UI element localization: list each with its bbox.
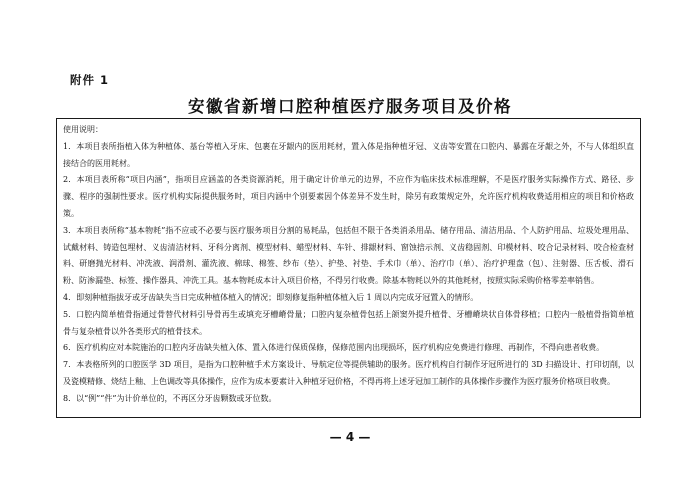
page-title: 安徽省新增口腔种植医疗服务项目及价格 <box>188 97 512 116</box>
instructions-heading: 使用说明： <box>63 125 103 134</box>
instruction-item-4: 4．即刻种植指拔牙或牙齿缺失当日完成种植体植入的情况；即刻修复指种植体植入后 1 周以内完成牙冠置入的情形。 <box>63 292 479 302</box>
instruction-item-3: 3．本项目表所称“基本物耗”指不应或不必要与医疗服务项目分割的易耗品，包括但不限于各类消杀用品、储存用品、清洁用品、个人防护用品、垃圾处理用品、试戴材料、铸造包埋材、义齿清洁材料、牙科分离剂、模型材料、蜡型材料、车针、排龈材料、窗蚀掊示剂、义齿稳固剂、印模材料、咬合记录材料、咬合检查材料、研磨抛光材料、冲洗液、润滑剂、灌洗液、棉球、棉签、纱布（垫）、护垫、衬垫、手术巾（单）、治疗巾（单）、治疗护理盘（包）、注射器、压舌板、滑石粉、防渗漏垫、标签、操作器具、冲洗工具。基本物耗成本计入项目价格，不得另行收费。除基本物耗以外的其他耗材，按照实际采购价格零差率销售。 <box>63 225 634 286</box>
instruction-item-2: 2．本项目表所称“项目内涵”，指项目应涵盖的各类资源消耗，用于确定计价单元的边界，不应作为临床技术标准理解，不是医疗服务实际操作方式、路径、步骤、程序的强制性要求。医疗机构实际提供服务时，项目内涵中个别要素因个体差异不发生时，除另有政策规定外，允许医疗机构收费适用相应的项目和价格政策。 <box>63 175 634 218</box>
instruction-item-5: 5．口腔内简单植骨指通过骨替代材料引导骨再生或填充牙槽嵴骨量；口腔内复杂植骨包括上颌窦外提升植骨、牙槽嵴块状自体骨移植；口腔内一般植骨指简单植骨与复杂植骨以外各类形式的植骨技术。 <box>63 309 634 336</box>
instructions-box <box>56 118 641 418</box>
instruction-item-6: 6．医疗机构应对本院施治的口腔内牙齿缺失植入体、置入体进行保质保修，保修范围内出现损坏，医疗机构应免费进行修理、再制作，不得向患者收费。 <box>63 343 605 353</box>
instruction-item-1: 1．本项目表所指植入体为种植体、基台等植入牙床、包裹在牙龈内的医用耗材，置入体是指种植牙冠、义齿等安置在口腔内、暴露在牙龈之外，不与人体组织直接结合的医用耗材。 <box>63 141 634 168</box>
page-number: — 4 — <box>329 430 371 444</box>
attachment-label: 附件 1 <box>70 73 110 87</box>
instruction-item-8: 8．以“例”“件”为计价单位的，不再区分牙齿颗数或牙位数。 <box>63 393 277 403</box>
instruction-item-7: 7．本表格所列的口腔医学 3D 项目，是指为口腔种植手术方案设计、导航定位等提供辅助的服务。医疗机构自行制作牙冠所进行的 3D 扫描设计、打印切削，以及瓷模精修、烧结上釉、上色调改等具体操作，应作为成本要素计入种植牙冠价格，不得再将上述牙冠加工制作的具体操作步骤作为医疗服务价格项目收费。 <box>63 360 634 386</box>
